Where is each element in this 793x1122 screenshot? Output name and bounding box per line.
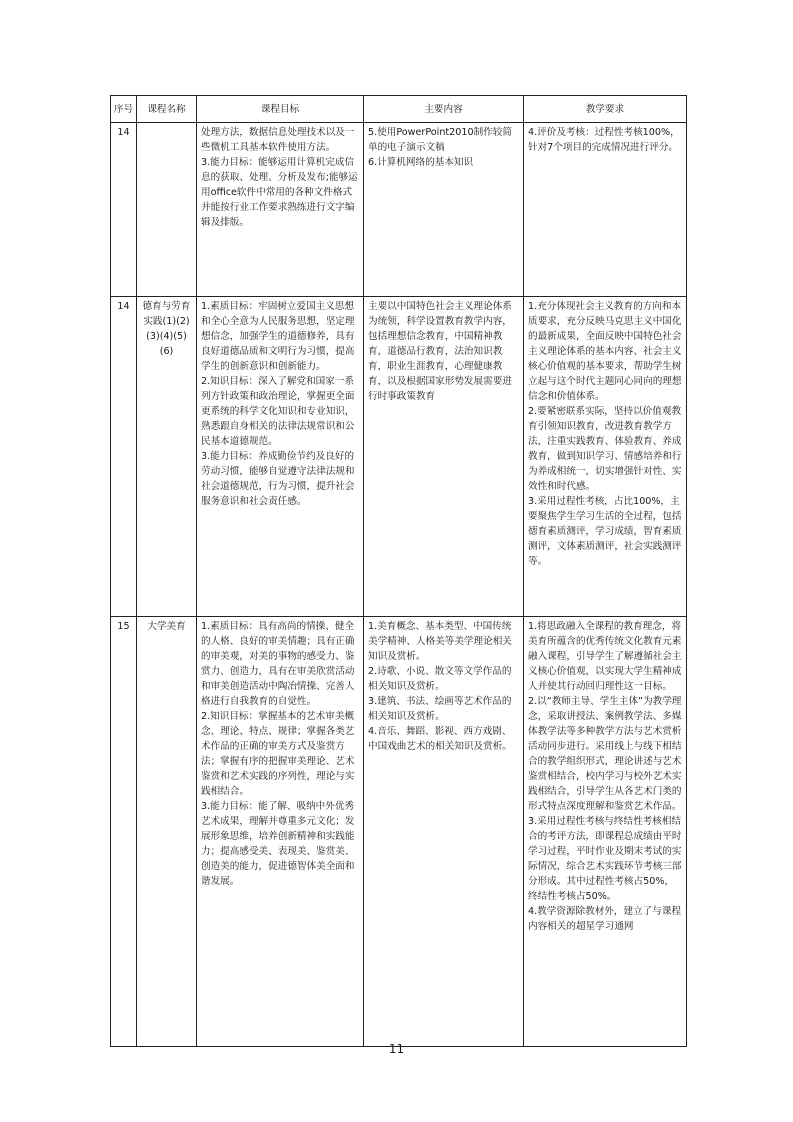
row-requirements	[524, 617, 687, 1047]
content-text: 6.计算机网络的基本知识	[368, 157, 474, 168]
row-requirements	[524, 123, 687, 297]
row-content	[364, 297, 524, 617]
goal-text: 1.素质目标：具有高尚的情操、健全的人格、良好的审美情趣；具有正确的审美观，对美的事物的感受力、鉴赏力、创造力，具有在审美欣赏活动和审美创造活动中陶冶情操、完善人格进行自我教育的自觉性。	[201, 621, 355, 707]
table-row	[111, 123, 687, 297]
requirement-text: 1.充分体现社会主义教育的方向和本质要求，充分反映马克思主义中国化的最新成果，全面反映中国特色社会主义理论体系的基本内容、社会主义核心价值观的基本要求，帮助学生树立起与这个时代主题同心同向的理想信念和价值体系。	[528, 301, 682, 402]
row-requirements	[524, 297, 687, 617]
row-goals	[197, 617, 364, 1047]
table-header-row	[111, 96, 687, 123]
goal-text: 3.能力目标：能了解、吸纳中外优秀艺术成果，理解并尊重多元文化；发展形象思维，培养创新精神和实践能力；提高感受美、表现美、鉴赏美、创造美的能力，促进德智体美全面和谐发展。	[201, 801, 355, 887]
requirement-text: 1.将思政融入全课程的教育理念，将美育所蕴含的优秀传统文化教育元素融入课程，引导学生了解遵循社会主义核心价值观，以实现大学生精神成人并使其行动回归理性这一目标。	[528, 621, 682, 692]
requirement-text: 3.采用过程性考核与终结性考核相结合的考评方法，即课程总成绩由平时学习过程，平时作业及期末考试的实际情况，综合艺术实践环节考核三部分形成。其中过程性考核占50%，终结性考核占50%。	[528, 816, 682, 902]
table-row	[111, 297, 687, 617]
row-course-name: 德育与劳育实践(1)(2)(3)(4)(5)(6)	[137, 297, 197, 617]
goal-text: 1.素质目标：牢固树立爱国主义思想和全心全意为人民服务思想，坚定理想信念，加强学生的道德修养，具有良好道德品质和文明行为习惯，提高学生的创新意识和创新能力。	[201, 301, 355, 372]
course-table	[110, 95, 687, 1047]
requirement-text: 4.评价及考核：过程性考核100%，针对7个项目的完成情况进行评分。	[528, 127, 680, 153]
content-text: 主要以中国特色社会主义理论体系为统领，科学设置教育教学内容，包括理想信念教育，中国精神教育，道德品行教育，法治知识教育，职业生涯教育，心理健康教育，以及根据国家形势发展需要进行时事政策教育	[368, 301, 512, 402]
content-text: 4.音乐、舞蹈、影视、西方戏剧、中国戏曲艺术的相关知识及赏析。	[368, 726, 512, 752]
requirement-text: 3.采用过程性考核，占比100%，主要聚焦学生学习生活的全过程，包括德育素质测评，学习成绩，智育素质测评，文体素质测评，社会实践测评等。	[528, 496, 682, 567]
header-content: 主要内容	[364, 96, 524, 123]
goal-text: 3.能力目标：能够运用计算机完成信息的获取、处理、分析及发布;能够运用office软件中常用的各种文件格式并能按行业工作要求熟练进行文字编辑及排版。	[201, 157, 358, 228]
header-num: 序号	[111, 96, 137, 123]
header-goals: 课程目标	[197, 96, 364, 123]
content-text: 5.使用PowerPoint2010制作较简单的电子演示文稿	[368, 127, 512, 153]
content-text: 1.美育概念、基本类型、中国传统美学精神、人格美等美学理论相关知识及赏析。	[368, 621, 512, 662]
row-num: 14	[111, 297, 137, 617]
header-course-name: 课程名称	[137, 96, 197, 123]
row-content	[364, 123, 524, 297]
goal-text: 处理方法，数据信息处理技术以及一些微机工具基本软件使用方法。	[201, 127, 355, 153]
row-goals	[197, 123, 364, 297]
requirement-text: 2.要紧密联系实际，坚持以价值观教育引领知识教育，改进教育教学方法，注重实践教育、体验教育、养成教育，做到知识学习、情感培养和行为养成相统一，切实增强针对性、实效性和时代感。	[528, 406, 682, 492]
row-goals	[197, 297, 364, 617]
content-text: 3.建筑、书法、绘画等艺术作品的相关知识及赏析。	[368, 696, 512, 722]
content-text: 2.诗歌、小说、散文等文学作品的相关知识及赏析。	[368, 666, 512, 692]
goal-text: 3.能力目标：养成勤俭节约及良好的劳动习惯，能够自觉遵守法律法规和社会道德规范，行为习惯，提升社会服务意识和社会责任感。	[201, 451, 355, 507]
row-num: 15	[111, 617, 137, 1047]
page-number: 11	[388, 1042, 405, 1056]
goal-text: 2.知识目标：深入了解党和国家一系列方针政策和政治理论，掌握更全面更系统的科学文化知识和专业知识，熟悉跟自身相关的法律法规常识和公民基本道德规范。	[201, 376, 355, 447]
requirement-text: 2.以“教师主导、学生主体”为教学理念，采取讲授法、案例教学法、多媒体教学法等多种教学方法与艺术赏析活动同步进行。采用线上与线下相结合的教学组织形式，理论讲述与艺术鉴赏相结合，校内学习与校外艺术实践相结合，引导学生从各艺术门类的形式特点深度理解和鉴赏艺术作品。	[528, 696, 682, 812]
requirement-text: 4.教学资源除教材外，建立了与课程内容相关的超星学习通网	[528, 906, 682, 932]
row-course-name: 大学美育	[137, 617, 197, 1047]
row-content	[364, 617, 524, 1047]
row-num: 14	[111, 123, 137, 297]
row-course-name	[137, 123, 197, 297]
goal-text: 2.知识目标：掌握基本的艺术审美概念、理论、特点、规律；掌握各类艺术作品的正确的审美方式及鉴赏方法；掌握有序的把握审美理论、艺术鉴赏和艺术实践的序列性，理论与实践相结合。	[201, 711, 355, 797]
header-requirements: 教学要求	[524, 96, 687, 123]
table-row	[111, 617, 687, 1047]
